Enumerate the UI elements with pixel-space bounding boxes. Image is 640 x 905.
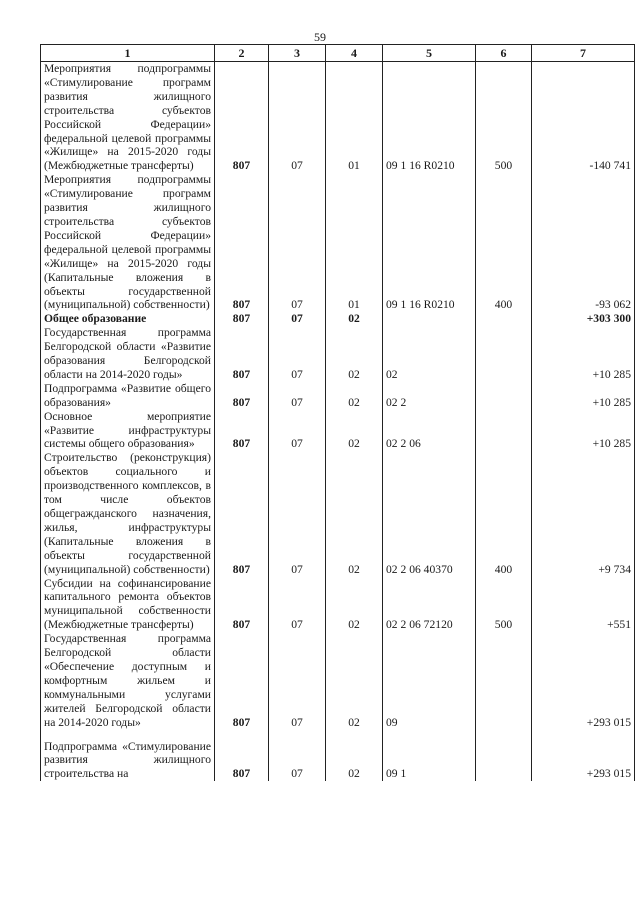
table-header-row xyxy=(41,45,635,62)
column-header: 7 xyxy=(532,45,635,62)
cell-subsection: 01 xyxy=(326,62,383,174)
cell-admin-code: 807 xyxy=(215,62,269,174)
cell-target-article: 02 xyxy=(383,326,476,382)
row-description: Мероприятия подпрограммы «Стимулирование программ развития жилищного строительства субъектов Российской Федерации» федеральной целевой программы «Жилище» на 2015-2020 годы (Капитальные вложения в объекты государственной (муниципальной) собственности) xyxy=(41,173,215,312)
cell-target-article: 02 2 xyxy=(383,382,476,410)
table-body xyxy=(41,62,635,782)
cell-target-article: 09 xyxy=(383,632,476,729)
cell-amount: +293 015 xyxy=(532,740,635,782)
cell-subsection: 02 xyxy=(326,451,383,576)
cell-admin-code: 807 xyxy=(215,173,269,312)
cell-section: 07 xyxy=(269,410,326,452)
cell-expense-type xyxy=(476,382,532,410)
cell-section: 07 xyxy=(269,312,326,326)
cell-target-article: 02 2 06 72120 xyxy=(383,577,476,633)
cell-admin-code: 807 xyxy=(215,312,269,326)
cell-admin-code: 807 xyxy=(215,382,269,410)
table-row xyxy=(41,326,635,382)
cell-amount: +293 015 xyxy=(532,632,635,729)
cell-expense-type: 500 xyxy=(476,577,532,633)
cell-section: 07 xyxy=(269,577,326,633)
row-description: Мероприятия подпрограммы «Стимулирование программ развития жилищного строительства субъектов Российской Федерации» федеральной целевой программы «Жилище» на 2015-2020 годы (Межбюджетные трансферты) xyxy=(41,62,215,174)
cell-section: 07 xyxy=(269,173,326,312)
row-description: Субсидии на софинансирование капитального ремонта объектов муниципальной собственности (Межбюджетные трансферты) xyxy=(41,577,215,633)
cell-amount: +303 300 xyxy=(532,312,635,326)
column-header: 1 xyxy=(41,45,215,62)
cell-amount: +10 285 xyxy=(532,326,635,382)
table-row xyxy=(41,577,635,633)
row-description: Подпрограмма «Развитие общего образования» xyxy=(41,382,215,410)
cell-section: 07 xyxy=(269,740,326,782)
cell-section: 07 xyxy=(269,326,326,382)
cell-expense-type xyxy=(476,632,532,729)
spacer-cell xyxy=(269,730,326,740)
spacer-cell xyxy=(476,730,532,740)
cell-subsection: 01 xyxy=(326,173,383,312)
cell-admin-code: 807 xyxy=(215,410,269,452)
cell-amount: +551 xyxy=(532,577,635,633)
column-header: 3 xyxy=(269,45,326,62)
cell-expense-type xyxy=(476,740,532,782)
cell-section: 07 xyxy=(269,62,326,174)
cell-admin-code: 807 xyxy=(215,577,269,633)
row-description: Подпрограмма «Стимулирование развития жилищного строительства на xyxy=(41,740,215,782)
cell-expense-type xyxy=(476,326,532,382)
cell-target-article xyxy=(383,312,476,326)
column-header: 6 xyxy=(476,45,532,62)
table-row xyxy=(41,740,635,782)
row-description: Государственная программа Белгородской области «Обеспечение доступным и комфортным жильем и коммунальными услугами жителей Белгородской области на 2014-2020 годы» xyxy=(41,632,215,729)
budget-table xyxy=(40,44,635,781)
cell-expense-type: 400 xyxy=(476,173,532,312)
spacer-cell xyxy=(326,730,383,740)
table-row xyxy=(41,632,635,729)
cell-section: 07 xyxy=(269,382,326,410)
column-header: 4 xyxy=(326,45,383,62)
cell-target-article: 02 2 06 xyxy=(383,410,476,452)
cell-admin-code: 807 xyxy=(215,632,269,729)
cell-target-article: 02 2 06 40370 xyxy=(383,451,476,576)
spacer-cell xyxy=(41,730,215,740)
spacer-cell xyxy=(215,730,269,740)
cell-subsection: 02 xyxy=(326,632,383,729)
column-header: 5 xyxy=(383,45,476,62)
page-number: 59 xyxy=(314,30,326,44)
cell-subsection: 02 xyxy=(326,312,383,326)
table-row xyxy=(41,451,635,576)
table-row xyxy=(41,173,635,312)
cell-expense-type xyxy=(476,312,532,326)
cell-admin-code: 807 xyxy=(215,326,269,382)
cell-amount: +10 285 xyxy=(532,410,635,452)
row-description: Строительство (реконструкция) объектов социального и производственного комплексов, в том числе объектов общегражданского назначения, жилья, инфраструктуры (Капитальные вложения в объекты государственной (муниципальной) собственности) xyxy=(41,451,215,576)
cell-section: 07 xyxy=(269,451,326,576)
cell-subsection: 02 xyxy=(326,410,383,452)
table-row xyxy=(41,410,635,452)
cell-expense-type xyxy=(476,410,532,452)
cell-amount: +10 285 xyxy=(532,382,635,410)
cell-section: 07 xyxy=(269,632,326,729)
cell-expense-type: 400 xyxy=(476,451,532,576)
cell-target-article: 09 1 16 R0210 xyxy=(383,62,476,174)
spacer-cell xyxy=(532,730,635,740)
column-header: 2 xyxy=(215,45,269,62)
cell-amount: -140 741 xyxy=(532,62,635,174)
cell-target-article: 09 1 16 R0210 xyxy=(383,173,476,312)
row-description: Государственная программа Белгородской области «Развитие образования Белгородской области на 2014-2020 годы» xyxy=(41,326,215,382)
cell-target-article: 09 1 xyxy=(383,740,476,782)
cell-amount: -93 062 xyxy=(532,173,635,312)
table-row xyxy=(41,62,635,174)
cell-admin-code: 807 xyxy=(215,451,269,576)
spacer-cell xyxy=(383,730,476,740)
table-row xyxy=(41,382,635,410)
cell-subsection: 02 xyxy=(326,740,383,782)
cell-subsection: 02 xyxy=(326,382,383,410)
cell-expense-type: 500 xyxy=(476,62,532,174)
row-description: Общее образование xyxy=(41,312,215,326)
cell-subsection: 02 xyxy=(326,577,383,633)
cell-admin-code: 807 xyxy=(215,740,269,782)
cell-subsection: 02 xyxy=(326,326,383,382)
table-row xyxy=(41,312,635,326)
row-spacer xyxy=(41,730,635,740)
cell-amount: +9 734 xyxy=(532,451,635,576)
row-description: Основное мероприятие «Развитие инфраструктуры системы общего образования» xyxy=(41,410,215,452)
